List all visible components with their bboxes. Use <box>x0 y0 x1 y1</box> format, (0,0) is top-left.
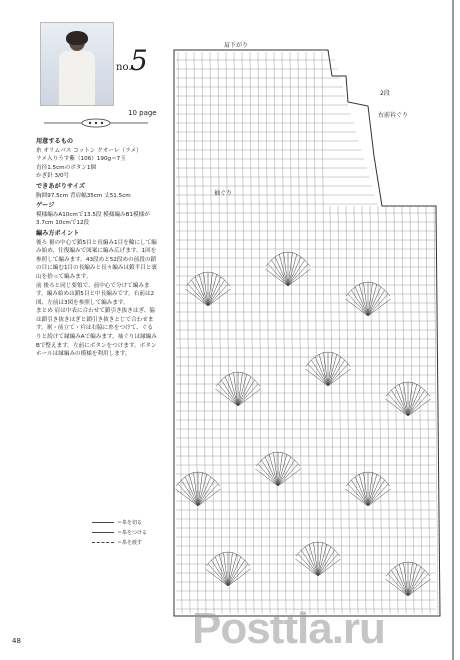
pattern-number: 5 <box>130 44 148 77</box>
howto-finish: まとめ 肩は中表に合わせて鎖引き抜きはぎ、脇は鎖引き抜きはぎと鎖引き抜きとじで合わせます。裾・前立て・衿は右脇に糸をつけて、ぐるりと続けて縁編みAで編みます。袖ぐりは縁編みBで整えます。左前にボタンをつけます。ボタンホールは縁編みの模様を利用します。 <box>36 308 157 358</box>
gauge-text: 模様編みA10cmで13.5段 模様編みB1模様が3.7cm 10cmで12段 <box>36 211 150 227</box>
materials-title: 用意するもの <box>36 138 74 145</box>
legend-pass: ＝糸を渡す <box>117 540 143 546</box>
material-line: ラメ入りうす紫（106）190g＝7玉 <box>36 156 126 163</box>
model-photo <box>40 22 114 106</box>
watermark: Posttla.ru <box>192 604 385 653</box>
hook-size: かぎ針 3/0号 <box>36 173 70 180</box>
material-line: 糸 オリムパス コットン クオーレ（ラメ） <box>36 147 142 154</box>
instructions-block <box>36 136 158 359</box>
howto-back: 後ろ 裾の中心で鎖5目と長編み1目を輪にして編み始め、往復編みで図案に編み広げます。1回を参照して編みます。43段めと52段めの前段の鎖の目に編む1目の長編みと長々編みは鎖半目と裏山を拾って編みます。 <box>36 239 158 280</box>
size-text: 胸囲97.5cm 背肩幅35cm 丈51.5cm <box>36 192 131 199</box>
howto-front: 前 後ろと同じ要領で、前中心で分けて編みます。編み始めは鎖5目と中長編みです。右前は2図、左前は3図を参照して編みます。 <box>36 282 155 306</box>
legend-cut: ＝糸を切る <box>117 520 143 526</box>
ornament-divider <box>44 118 148 128</box>
legend-attach: ＝糸をつける <box>117 530 148 536</box>
gauge-title: ゲージ <box>36 202 55 210</box>
size-title: できあがりサイズ <box>36 182 86 190</box>
pattern-number-label: no. <box>116 62 132 73</box>
armhole-label: 袖ぐり <box>214 190 233 197</box>
page-edge <box>452 0 454 660</box>
material-line: 直径1.5cmのボタン1個 <box>36 164 97 171</box>
symbol-legend <box>92 518 147 548</box>
crochet-chart <box>168 36 458 642</box>
rows-label: 2段 <box>380 90 390 97</box>
shoulder-slope-label: 肩下がり <box>224 42 249 49</box>
howto-title: 編み方ポイント <box>36 229 80 237</box>
right-front-neckline-label: 右前衿ぐり <box>378 112 409 119</box>
page-reference: 10 page <box>128 109 157 117</box>
crochet-chart-drawing <box>168 36 458 642</box>
page-number: 48 <box>12 637 21 645</box>
